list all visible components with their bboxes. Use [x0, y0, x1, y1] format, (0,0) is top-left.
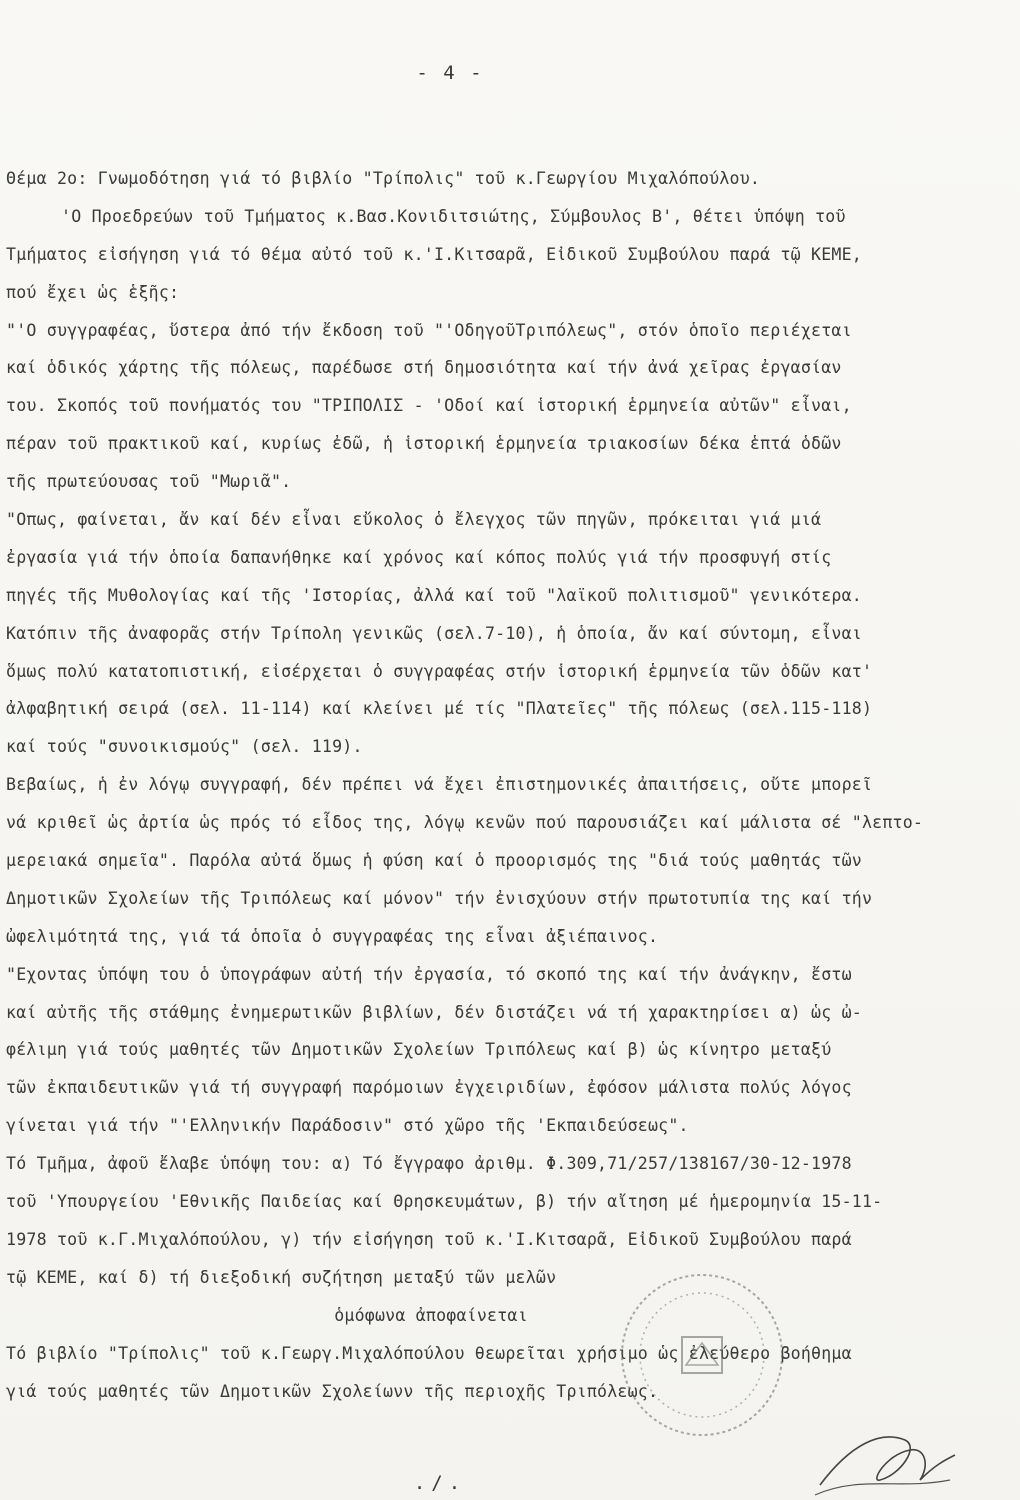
text-line: ὅμως πολύ κατατοπιστική, εἰσέρχεται ὁ συγγραφέας στήν ἱστορική ἑρμηνεία τῶν ὁδῶν κατ' [6, 661, 873, 681]
text-line: νά κριθεῖ ὡς ἀρτία ὡς πρός τό εἶδος της, λόγῳ κενῶν πού παρουσιάζει καί μάλιστα σέ "λεπτο- [6, 813, 924, 833]
text-line: πηγές τῆς Μυθολογίας καί τῆς 'Ιστορίας, ἀλλά καί τοῦ "λαϊκοῦ πολιτισμοῦ" γενικότερα. [6, 585, 862, 605]
text-line: Κατόπιν τῆς ἀναφορᾶς στήν Τρίπολη γενικῶς (σελ.7-10), ἡ ὁποία, ἄν καί σύντομη, εἶναι [6, 623, 862, 643]
continuation-mark: ./. [413, 1472, 467, 1494]
text-line: τῶν ἐκπαιδευτικῶν γιά τή συγγραφή παρόμοιων ἐγχειριδίων, ἐφόσον μάλιστα πολύς λόγος [6, 1078, 852, 1098]
text-line: πέραν τοῦ πρακτικοῦ καί, κυρίως ἐδῶ, ἡ ἱστορική ἑρμηνεία τριακοσίων δέκα ἑπτά ὁδῶν [6, 434, 842, 454]
text-line: ὠφελιμότητά της, γιά τά ὁποῖα ὁ συγγραφέας της εἶναι ἀξιέπαινος. [6, 926, 659, 946]
text-line: 1978 τοῦ κ.Γ.Μιχαλόπούλου, γ) τήν εἰσήγηση τοῦ κ.'Ι.Κιτσαρᾶ, Εἰδικοῦ Συμβούλου παρά [6, 1229, 852, 1249]
text-line: ἀλφαβητική σειρά (σελ. 11-114) καί κλείνει μέ τίς "Πλατεῖες" τῆς πόλεως (σελ.115-118) [6, 699, 873, 719]
text-line: τῆς πρωτεύουσας τοῦ "Μωριᾶ". [6, 472, 292, 492]
text-line: φέλιμη γιά τούς μαθητές τῶν Δημοτικῶν Σχολείων Τριπόλεως καί β) ὡς κίνητρο μεταξύ [6, 1040, 832, 1060]
text-line: Τό Τμῆμα, ἀφοῦ ἔλαβε ὑπόψη του: α) Τό ἔγγραφο ἀριθμ. Φ.309,71/257/138167/30-12-1978 [6, 1154, 852, 1174]
text-line: "Εχοντας ὑπόψη του ὁ ὑπογράφων αὐτή τήν ἐργασία, τό σκοπό της καί τήν ἀνάγκην, ἔστω [6, 964, 852, 984]
text-line: Τό βιβλίο "Τρίπολις" τοῦ κ.Γεωργ.Μιχαλόπούλου θεωρεῖται χρήσιμο ὡς ἐλεύθερο βοήθημα [6, 1343, 852, 1363]
text-line: Βεβαίως, ἡ ἐν λόγῳ συγγραφή, δέν πρέπει νά ἔχει ἐπιστημονικές ἀπαιτήσεις, οὔτε μπορεῖ [6, 775, 873, 795]
official-seal [612, 1265, 792, 1445]
handwritten-signature [810, 1425, 960, 1500]
text-line: ἐργασία γιά τήν ὁποία δαπανήθηκε καί χρόνος καί κόπος πολύς γιά τήν προσφυγή στίς [6, 547, 832, 567]
document-body [6, 160, 996, 1410]
page-number: - 4 - [416, 62, 484, 84]
text-line: γιά τούς μαθητές τῶν Δημοτικῶν Σχολείωνν τῆς περιοχῆς Τριπόλεως. [6, 1381, 659, 1401]
text-line: τῷ ΚΕΜΕ, καί δ) τή διεξοδική συζήτηση μεταξύ τῶν μελῶν [6, 1267, 557, 1287]
decision-heading: ὁμόφωνα ἀποφαίνεται [334, 1305, 528, 1325]
text-line: καί ὁδικός χάρτης τῆς πόλεως, παρέδωσε στή δημοσιότητα καί τήν ἀνά χεῖρας ἐργασίαν [6, 358, 842, 378]
text-line: γίνεται γιά τήν "'Ελληνικήν Παράδοσιν" στό χῶρο τῆς 'Εκπαιδεύσεως". [6, 1116, 689, 1136]
text-line: "'Ο συγγραφέας, ὕστερα ἀπό τήν ἔκδοση τοῦ "'ΟδηγοῦΤριπόλεως", στόν ὁποῖο περιέχεται [6, 320, 852, 340]
text-line: Τμήματος εἰσήγηση γιά τό θέμα αὐτό τοῦ κ.'Ι.Κιτσαρᾶ, Εἰδικοῦ Συμβούλου παρά τῷ ΚΕΜΕ, [6, 244, 862, 264]
text-line: του. Σκοπός τοῦ πονήματός του "ΤΡΙΠΟΛΙΣ - 'Οδοί καί ἱστορική ἑρμηνεία αὐτῶν" εἶναι, [6, 396, 852, 416]
text-line: πού ἔχει ὡς ἑξῆς: [6, 282, 180, 302]
text-line: 'Ο Προεδρεύων τοῦ Τμήματος κ.Βασ.Κονιδιτσιώτης, Σύμβουλος Β', θέτει ὑπόψη τοῦ [61, 206, 846, 226]
text-line: Δημοτικῶν Σχολείων τῆς Τριπόλεως καί μόνον" τήν ἐνισχύουν στήν πρωτοτυπία της καί τήν [6, 888, 873, 908]
text-line: καί αὐτῆς τῆς στάθμης ἐνημερωτικῶν βιβλίων, δέν διστάζει νά τή χαρακτηρίσει α) ὡς ὠ- [6, 1002, 862, 1022]
text-line: μερειακά σημεῖα". Παρόλα αὐτά ὅμως ἡ φύση καί ὁ προορισμός της "διά τούς μαθητάς τῶν [6, 851, 862, 871]
text-line: Θέμα 2ο: Γνωμοδότηση γιά τό βιβλίο "Τρίπολις" τοῦ κ.Γεωργίου Μιχαλόπούλου. [6, 169, 761, 188]
text-line: καί τούς "συνοικισμούς" (σελ. 119). [6, 737, 363, 757]
text-line: "Οπως, φαίνεται, ἄν καί δέν εἶναι εὔκολος ὁ ἔλεγχος τῶν πηγῶν, πρόκειται γιά μιά [6, 510, 822, 530]
text-line: τοῦ 'Υπουργείου 'Εθνικῆς Παιδείας καί Θρησκευμάτων, β) τήν αἴτηση μέ ἡμερομηνία 15-11- [6, 1192, 883, 1212]
